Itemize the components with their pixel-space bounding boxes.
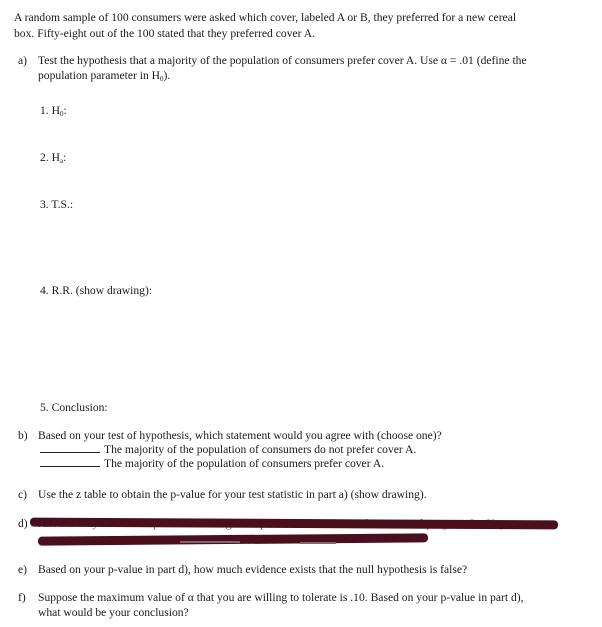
part-a-letter: a) bbox=[18, 54, 28, 67]
intro-line-1: A random sample of 100 consumers were asked which cover, labeled A or B, they preferred for a new cereal bbox=[14, 11, 517, 24]
part-f-line-1: Suppose the maximum value of α that you are willing to tolerate is .10. Based on your p-value in part d), bbox=[38, 591, 524, 604]
answer-blank-1[interactable] bbox=[40, 443, 100, 453]
step-2-ha: 2. $H_a$: bbox=[40, 151, 67, 165]
redaction-stroke bbox=[180, 541, 240, 543]
step-3-test-statistic: 3. T.S.: bbox=[40, 198, 74, 211]
part-e-letter: e) bbox=[18, 563, 28, 576]
part-c-letter: c) bbox=[18, 488, 28, 501]
part-b-option-2: The majority of the population of consumers prefer cover A. bbox=[40, 457, 384, 470]
part-a-line-1: Test the hypothesis that a majority of the population of consumers prefer cover A. Use α = .01 (define the bbox=[38, 54, 527, 67]
part-b-option-1: The majority of the population of consumers do not prefer cover A. bbox=[40, 443, 416, 456]
intro-line-2: box. Fifty-eight out of the 100 stated that they preferred cover A. bbox=[14, 27, 316, 40]
part-e-text: Based on your p-value in part d), how much evidence exists that the null hypothesis is false? bbox=[38, 563, 468, 576]
part-f-letter: f) bbox=[18, 591, 26, 604]
redaction-scribble-2 bbox=[38, 533, 428, 545]
step-1-h0: 1. $H_0$: bbox=[40, 104, 67, 118]
part-f-line-2: what would be your conclusion? bbox=[38, 606, 189, 619]
part-a-line-2: population parameter in $H_0$). bbox=[38, 69, 171, 83]
step-5-conclusion: 5. Conclusion: bbox=[40, 401, 108, 414]
answer-blank-2[interactable] bbox=[40, 457, 100, 467]
part-d-letter: d) bbox=[18, 517, 28, 530]
part-c-text: Use the z table to obtain the p-value for your test statistic in part a) (show drawing). bbox=[38, 488, 427, 501]
part-b-letter: b) bbox=[18, 429, 28, 442]
step-4-rejection-region: 4. R.R. (show drawing): bbox=[40, 284, 153, 297]
redaction-stroke bbox=[300, 542, 336, 544]
part-b-question: Based on your test of hypothesis, which statement would you agree with (choose one)? bbox=[38, 429, 442, 442]
